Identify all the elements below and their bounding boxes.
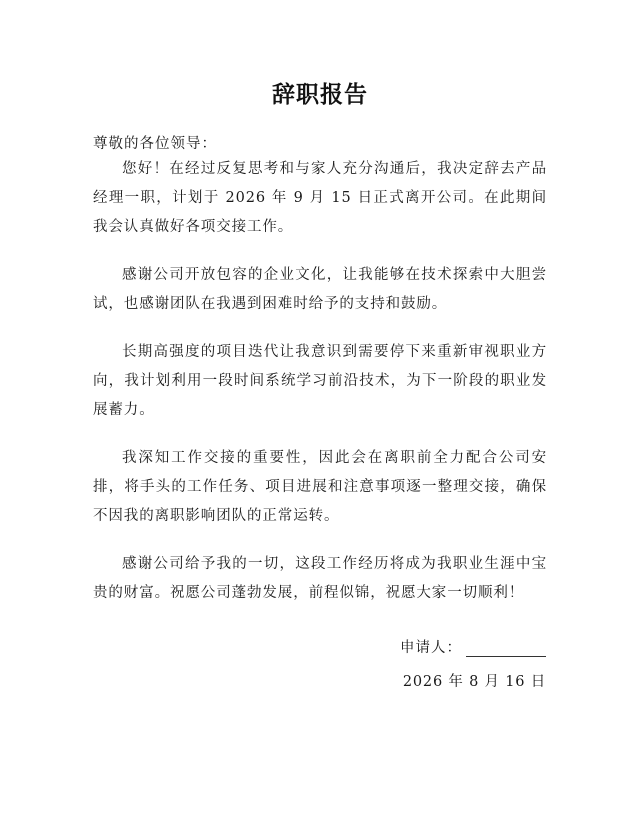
signature-block	[400, 636, 546, 657]
signature-label: 申请人：	[400, 640, 462, 656]
paragraph-1: 您好！在经过反复思考和与家人充分沟通后，我决定辞去产品经理一职，计划于 2026 年 9 月 15 日正式离开公司。在此期间我会认真做好各项交接工作。	[93, 161, 547, 235]
salutation: 尊敬的各位领导：	[93, 136, 217, 152]
document-title: 辞职报告	[272, 82, 368, 108]
paragraph-4: 我深知工作交接的重要性，因此会在离职前全力配合公司安排，将手头的工作任务、项目进展和注意事项逐一整理交接，确保不因我的离职影响团队的正常运转。	[93, 450, 547, 524]
letter-date: 2026 年 8 月 16 日	[402, 674, 546, 690]
paragraph-2: 感谢公司开放包容的企业文化，让我能够在技术探索中大胆尝试，也感谢团队在我遇到困难时给予的支持和鼓励。	[93, 267, 547, 312]
paragraph-5: 感谢公司给予我的一切，这段工作经历将成为我职业生涯中宝贵的财富。祝愿公司蓬勃发展，前程似锦，祝愿大家一切顺利！	[93, 556, 547, 601]
letter-body	[93, 155, 547, 627]
signature-line	[466, 640, 546, 657]
paragraph-3: 长期高强度的项目迭代让我意识到需要停下来重新审视职业方向，我计划利用一段时间系统学习前沿技术，为下一阶段的职业发展蓄力。	[93, 344, 547, 418]
